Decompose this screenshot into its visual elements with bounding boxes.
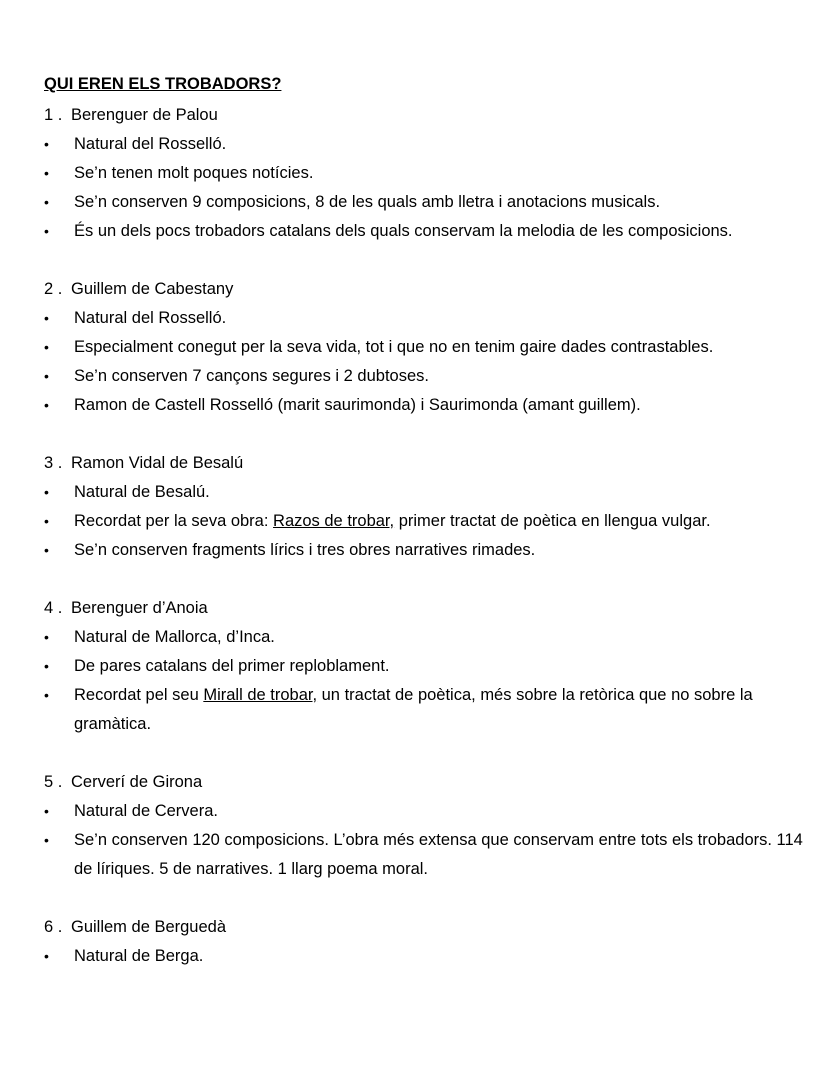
list-item-text: Especialment conegut per la seva vida, tot i que no en tenim gaire dades contrastables. [74,338,714,356]
list-item [44,536,804,565]
bullet-icon: • [44,136,49,152]
list-item-text: Natural de Berga. [74,947,204,965]
section-berenguer-d-anoia [44,594,804,739]
list-item [44,797,804,826]
list-item [44,188,804,217]
section-heading [44,449,804,478]
list-item-text-after: un tractat de poètica, més sobre la retòrica que no sobre la gramàtica. [74,686,753,733]
section-name: Berenguer de Palou [71,106,218,124]
list-item-text-before: Recordat pel seu [74,686,204,704]
list-item-text-after: primer tractat de poètica en llengua vulgar. [394,512,711,530]
bullet-icon: • [44,484,49,500]
section-number: 4 . [44,599,63,617]
bullet-icon: • [44,513,49,529]
list-item-text: És un dels pocs trobadors catalans dels quals conservam la melodia de les composicions. [74,222,733,240]
section-number: 1 . [44,106,63,124]
list-item-text [74,681,804,739]
bullet-icon: • [44,687,49,703]
list-item [44,159,804,188]
list-item [44,942,804,971]
section-name: Ramon Vidal de Besalú [71,454,244,472]
list-item [44,623,804,652]
bullet-icon: • [44,194,49,210]
list-item [44,478,804,507]
list-item-text: Natural de Cervera. [74,802,218,820]
list-item-text: De pares catalans del primer reploblament. [74,657,390,675]
section-number: 6 . [44,918,63,936]
list-item [44,130,804,159]
bullet-icon: • [44,339,49,355]
list-item-text: Se’n conserven 9 composicions, 8 de les quals amb lletra i anotacions musicals. [74,193,661,211]
bullet-icon: • [44,948,49,964]
list-item-text: Natural del Rosselló. [74,135,227,153]
section-guillem-de-cabestany [44,275,804,420]
bullet-icon: • [44,223,49,239]
section-heading [44,101,804,130]
list-item-text [74,507,804,536]
section-number: 2 . [44,280,63,298]
list-item [44,391,804,420]
list-item-text: Natural del Rosselló. [74,309,227,327]
list-item [44,826,804,884]
section-name: Guillem de Berguedà [71,918,227,936]
bullet-icon: • [44,310,49,326]
bullet-icon: • [44,832,49,848]
list-item-text-before: Recordat per la seva obra: [74,512,274,530]
section-name: Guillem de Cabestany [71,280,234,298]
section-cerveri-de-girona [44,768,804,884]
section-guillem-de-bergueda [44,913,804,971]
section-name: Cerverí de Girona [71,773,203,791]
section-heading [44,768,804,797]
section-number: 5 . [44,773,63,791]
bullet-icon: • [44,368,49,384]
list-item [44,681,804,739]
section-number: 3 . [44,454,63,472]
list-item [44,333,804,362]
section-heading [44,275,804,304]
list-item-text: Se’n tenen molt poques notícies. [74,164,314,182]
list-item [44,507,804,536]
bullet-icon: • [44,803,49,819]
list-item-text: Natural de Mallorca, d’Inca. [74,628,275,646]
book-title-mirall-de-trobar: Mirall de trobar, [203,686,318,704]
list-item-text: Ramon de Castell Rosselló (marit saurimonda) i Saurimonda (amant guillem). [74,396,641,414]
list-item [44,217,804,246]
bullet-icon: • [44,542,49,558]
document-page [44,72,804,1000]
list-item-text: Se’n conserven fragments lírics i tres obres narratives rimades. [74,541,536,559]
document-title: QUI EREN ELS TROBADORS? [44,75,282,93]
list-item [44,304,804,333]
section-heading [44,594,804,623]
bullet-icon: • [44,629,49,645]
section-berenguer-de-palou [44,101,804,246]
section-ramon-vidal-de-besalu [44,449,804,565]
list-item-text: Se’n conserven 120 composicions. L’obra més extensa que conservam entre tots els trobadors. 114 de líriques. 5 de narratives. 1 llarg poema moral. [74,831,803,878]
book-title-razos-de-trobar: Razos de trobar, [273,512,395,530]
list-item [44,362,804,391]
list-item-text: Natural de Besalú. [74,483,210,501]
section-name: Berenguer d’Anoia [71,599,208,617]
bullet-icon: • [44,658,49,674]
list-item [44,652,804,681]
list-item-text: Se’n conserven 7 cançons segures i 2 dubtoses. [74,367,429,385]
section-heading [44,913,804,942]
bullet-icon: • [44,397,49,413]
bullet-icon: • [44,165,49,181]
